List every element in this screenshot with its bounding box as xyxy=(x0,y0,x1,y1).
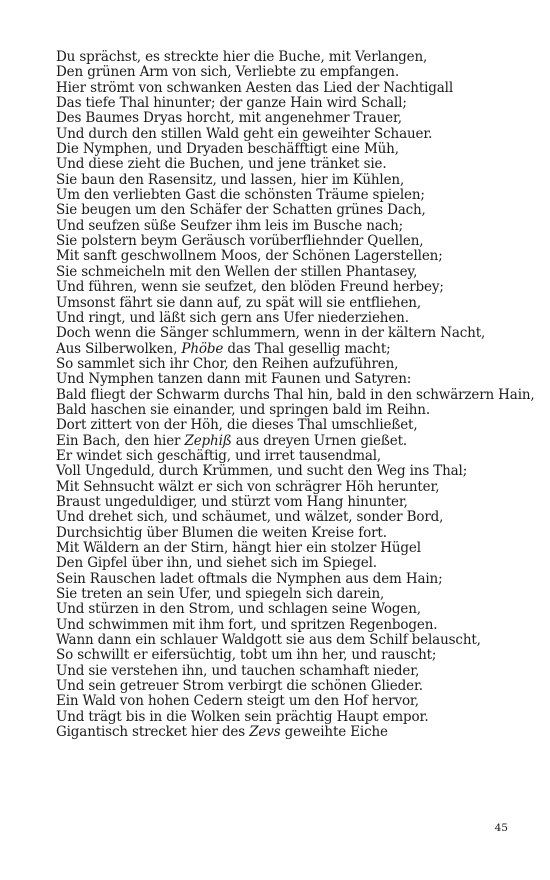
poem-line: Und Nymphen tanzen dann mit Faunen und Satyren: xyxy=(56,371,412,388)
poem-line-text: das Thal gesellig macht; xyxy=(223,340,391,357)
poem-line: So sammlet sich ihr Chor, den Reihen aufzuführen, xyxy=(56,355,399,372)
poem-line: Und drehet sich, und schäumet, und wälzet, sonder Bord, xyxy=(56,509,444,526)
poem-line: So schwillt er eifersüchtig, tobt um ihn her, und rauscht; xyxy=(56,647,437,664)
poem-line: Und seufzen süße Seufzer ihm leis im Busche nach; xyxy=(56,217,404,234)
poem-line-text: aus dreyen Urnen gießet. xyxy=(231,432,408,449)
poem-line-text: Aus Silberwolken, xyxy=(56,340,182,357)
poem-line: Sie polstern beym Geräusch vorüberfliehnder Quellen, xyxy=(56,233,424,250)
poem-line: Mit Wäldern an der Stirn, hängt hier ein stolzer Hügel xyxy=(56,540,421,556)
poem-line: Das tiefe Thal hinunter; der ganze Hain wird Schall; xyxy=(56,95,407,112)
poem-line: Und sein getreuer Strom verbirgt die schönen Glieder. xyxy=(56,678,423,695)
poem-line: Und durch den stillen Wald geht ein geweihter Schauer. xyxy=(56,125,433,142)
poem-line xyxy=(56,434,535,449)
poem-line-emphasis: Phöbe xyxy=(181,340,224,357)
poem-line-text: geweihte Eiche xyxy=(280,724,388,741)
poem-line-text: Ein Bach, den hier xyxy=(56,432,185,449)
poem-line: Umsonst fährt sie dann auf, zu spät will sie entfliehen, xyxy=(56,294,421,311)
poem-line: Wann dann ein schlauer Waldgott sie aus dem Schilf belauscht, xyxy=(56,632,481,649)
poem-line xyxy=(56,342,535,357)
poem-line: Bald haschen sie einander, und springen bald im Reihn. xyxy=(56,401,430,418)
poem-line: Sie baun den Rasensitz, und lassen, hier im Kühlen, xyxy=(56,171,405,188)
poem-line: Hier strömt von schwanken Aesten das Lied der Nachtigall xyxy=(56,79,453,96)
poem-line-emphasis: Zephiß xyxy=(184,432,232,449)
poem-text xyxy=(56,50,535,740)
poem-line: Und führen, wenn sie seufzet, den blöden Freund herbey; xyxy=(56,279,444,296)
poem-line: Den grünen Arm von sich, Verliebte zu empfangen. xyxy=(56,64,399,81)
poem-line: Du sprächst, es streckte hier die Buche, mit Verlangen, xyxy=(56,49,428,65)
poem-line: Er windet sich geschäftig, und irret tausendmal, xyxy=(56,447,382,464)
poem-line-emphasis: Zevs xyxy=(249,724,281,741)
poem-line xyxy=(56,725,535,740)
poem-line: Mit sanft geschwollnem Moos, der Schönen Lagerstellen; xyxy=(56,248,443,265)
poem-line-text: Gigantisch strecket hier des xyxy=(56,724,250,741)
poem-line: Dort zittert von der Höh, die dieses Thal umschließet, xyxy=(56,417,418,434)
poem-line: Doch wenn die Sänger schlummern, wenn in der kältern Nacht, xyxy=(56,325,486,342)
poem-line: Sie beugen um den Schäfer der Schatten grünes Dach, xyxy=(56,202,426,219)
poem-line: Durchsichtig über Blumen die weiten Kreise fort. xyxy=(56,524,387,541)
poem-line: Sie treten an sein Ufer, und spiegeln sich darein, xyxy=(56,586,385,603)
poem-line: Und stürzen in den Strom, und schlagen seine Wogen, xyxy=(56,601,421,618)
poem-line: Die Nymphen, und Dryaden beschäfftigt eine Müh, xyxy=(56,141,399,158)
poem-line: Und diese zieht die Buchen, und jene tränket sie. xyxy=(56,156,387,173)
poem-line: Mit Sehnsucht wälzt er sich von schrägrer Höh herunter, xyxy=(56,478,440,495)
poem-line: Und ringt, und läßt sich gern ans Ufer niederziehen. xyxy=(56,309,409,326)
poem-line: Und trägt bis in die Wolken sein prächtig Haupt empor. xyxy=(56,708,429,725)
poem-line: Ein Wald von hohen Cedern steigt um den Hof hervor, xyxy=(56,693,419,710)
poem-line: Bald fliegt der Schwarm durchs Thal hin, bald in den schwärzern Hain, xyxy=(56,386,535,403)
poem-line: Sie schmeicheln mit den Wellen der stillen Phantasey, xyxy=(56,263,418,280)
poem-line: Und sie verstehen ihn, und tauchen schamhaft nieder, xyxy=(56,662,420,679)
page-number: 45 xyxy=(494,822,508,834)
poem-line: Um den verliebten Gast die schönsten Träume spielen; xyxy=(56,187,425,204)
poem-line: Des Baumes Dryas horcht, mit angenehmer Trauer, xyxy=(56,110,402,127)
poem-line: Braust ungeduldiger, und stürzt vom Hang hinunter, xyxy=(56,493,408,510)
poem-line: Den Gipfel über ihn, und siehet sich im Spiegel. xyxy=(56,555,377,572)
poem-line: Und schwimmen mit ihm fort, und spritzen Regenbogen. xyxy=(56,616,438,633)
poem-line: Sein Rauschen ladet oftmals die Nymphen aus dem Hain; xyxy=(56,570,443,587)
poem-line: Voll Ungeduld, durch Krümmen, und sucht den Weg ins Thal; xyxy=(56,463,468,480)
